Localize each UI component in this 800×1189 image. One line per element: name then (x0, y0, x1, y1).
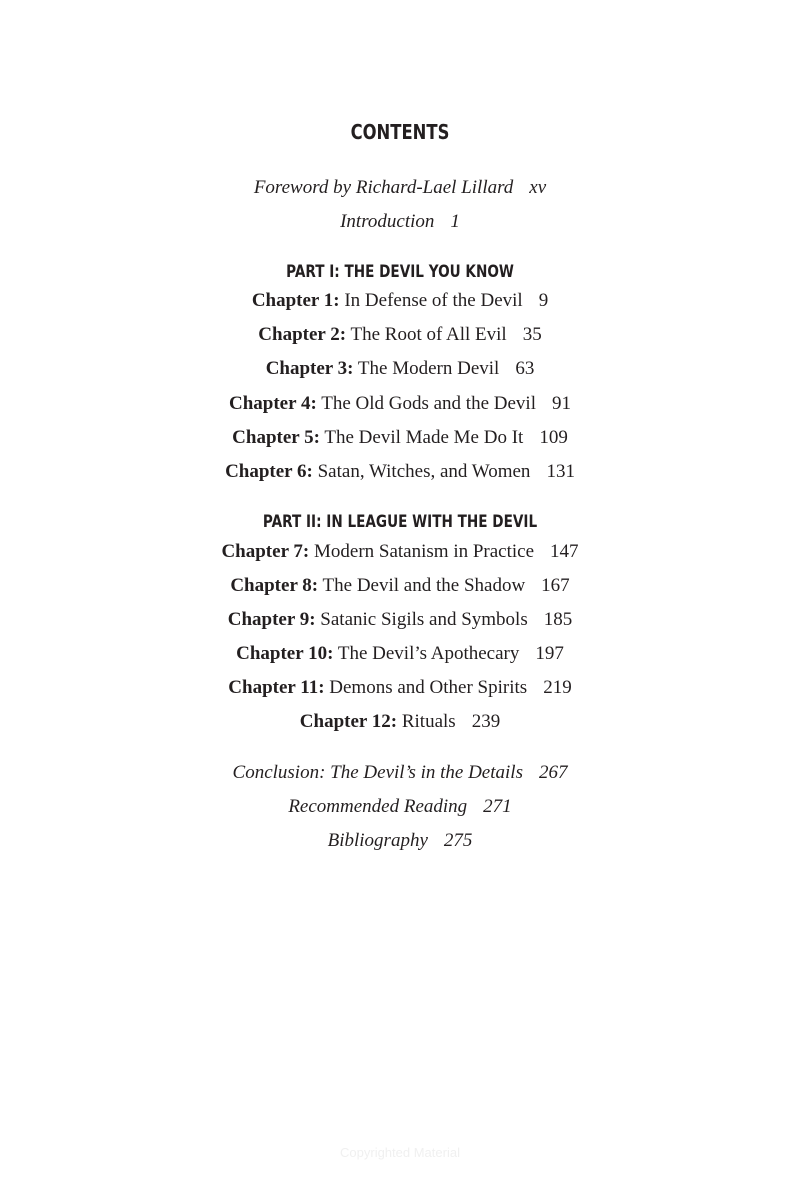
chapter-label: Chapter 1: (251, 290, 340, 311)
entry-title: Introduction (340, 211, 435, 232)
entry-page: 109 (539, 427, 568, 448)
entry-page: 267 (538, 762, 568, 783)
toc-entry-chapter-9 (0, 608, 800, 632)
entry-page: 131 (546, 461, 575, 482)
toc-entry-foreword (0, 176, 800, 200)
chapter-title: The Root of All Evil (350, 324, 507, 345)
entry-page: 147 (550, 541, 579, 562)
toc-entry-chapter-4 (0, 392, 800, 416)
chapter-title: Demons and Other Spirits (329, 677, 528, 698)
entry-page: 91 (551, 393, 571, 414)
entry-page: 9 (538, 290, 549, 311)
entry-page: 239 (471, 711, 501, 732)
entry-page: 271 (483, 796, 512, 817)
chapter-title: The Modern Devil (357, 358, 500, 379)
chapter-label: Chapter 4: (229, 393, 317, 414)
entry-page: 35 (522, 324, 542, 345)
chapter-title: The Devil’s Apothecary (337, 643, 520, 664)
toc-entry-chapter-5 (0, 426, 800, 450)
chapter-title: Modern Satanism in Practice (314, 541, 535, 562)
entry-page: 275 (443, 830, 473, 851)
entry-page: 197 (535, 643, 564, 664)
toc-entry-chapter-2 (0, 323, 800, 347)
toc-entry-chapter-8 (0, 574, 800, 598)
chapter-title: Satanic Sigils and Symbols (320, 609, 528, 630)
entry-title: Foreword by Richard-Lael Lillard (253, 177, 514, 198)
page-title: CONTENTS (350, 120, 450, 144)
chapter-title: In Defense of the Devil (344, 290, 523, 311)
toc-entry-conclusion (0, 761, 800, 785)
toc-entry-chapter-3 (0, 357, 800, 381)
chapter-label: Chapter 6: (225, 461, 313, 482)
toc-entry-chapter-10 (0, 642, 800, 666)
toc-entry-chapter-11 (0, 676, 800, 700)
entry-title: Bibliography (327, 830, 428, 851)
copyright-watermark: Copyrighted Material (340, 1145, 460, 1160)
toc-entry-recommended-reading (0, 795, 800, 819)
chapter-title: Rituals (401, 711, 456, 732)
toc-entry-introduction (0, 210, 800, 234)
chapter-label: Chapter 9: (227, 609, 316, 630)
chapter-label: Chapter 12: (299, 711, 398, 732)
chapter-label: Chapter 10: (236, 643, 334, 664)
part-heading-1: PART I: THE DEVIL YOU KNOW (286, 262, 514, 282)
toc-entry-chapter-7 (0, 540, 800, 564)
chapter-label: Chapter 7: (221, 541, 310, 562)
chapter-title: The Devil Made Me Do It (324, 427, 524, 448)
chapter-label: Chapter 5: (232, 427, 320, 448)
entry-page: 167 (541, 575, 570, 596)
entry-page: xv (529, 177, 547, 198)
toc-entry-bibliography (0, 829, 800, 853)
chapter-label: Chapter 8: (230, 575, 319, 596)
entry-page: 63 (515, 358, 535, 379)
entry-page: 185 (543, 609, 573, 630)
chapter-title: Satan, Witches, and Women (317, 461, 531, 482)
part-heading-2: PART II: IN LEAGUE WITH THE DEVIL (262, 512, 538, 532)
chapter-label: Chapter 2: (258, 324, 347, 345)
entry-title: Recommended Reading (288, 796, 468, 817)
entry-title: Conclusion: The Devil’s in the Details (232, 762, 523, 783)
toc-entry-chapter-12 (0, 710, 800, 734)
toc-entry-chapter-6 (0, 460, 800, 484)
toc-entry-chapter-1 (0, 289, 800, 313)
chapter-title: The Old Gods and the Devil (321, 393, 536, 414)
chapter-label: Chapter 3: (265, 358, 354, 379)
chapter-title: The Devil and the Shadow (322, 575, 526, 596)
chapter-label: Chapter 11: (228, 677, 325, 698)
entry-page: 219 (543, 677, 572, 698)
entry-page: 1 (450, 211, 460, 232)
